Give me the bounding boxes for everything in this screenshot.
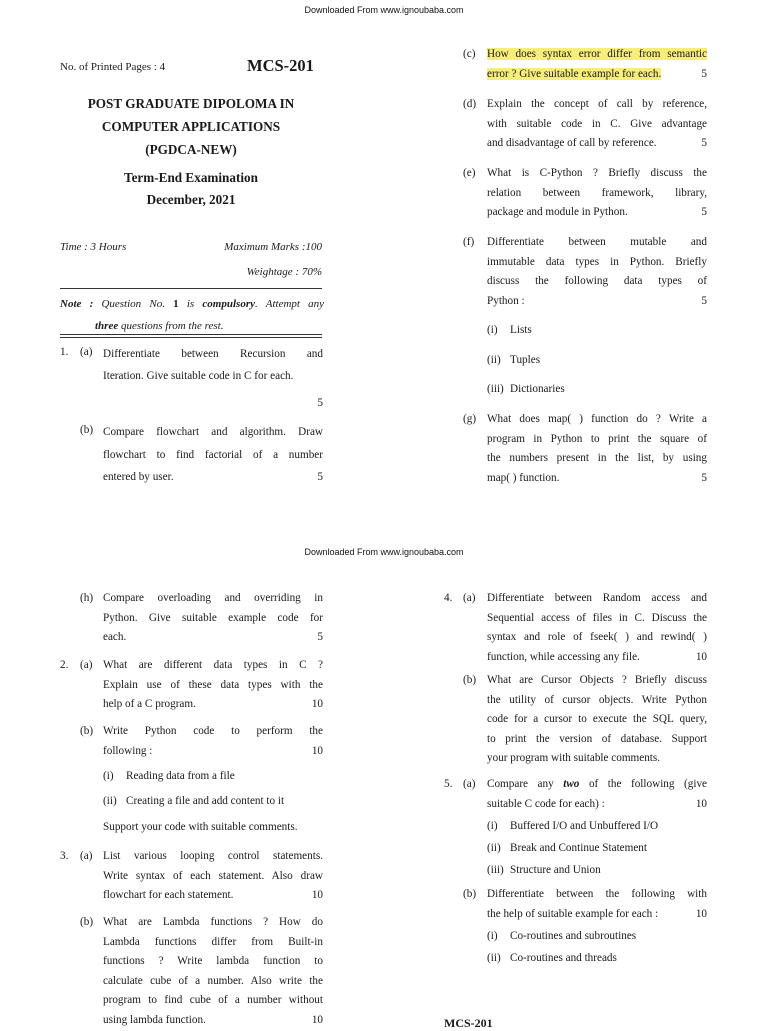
question-3a: List various looping control statements. Write syntax of each statement. Also draw flowchart for each statement. 10: [103, 847, 323, 906]
question-3b: What are Lambda functions ? How do Lambda functions differ from Built-in functions ? Write lambda function to calculate cube of a number. Also write the program to find cube of a number without using lambda function. 10: [103, 913, 323, 1031]
marks: 10: [695, 907, 707, 920]
marks: 5: [701, 137, 707, 150]
sub-item: (ii) Co-routines and threads: [487, 952, 617, 964]
marks: 10: [311, 744, 323, 757]
part-label: (e): [463, 167, 476, 179]
question-2a: What are different data types in C ? Explain use of these data types with the help of a C program. 10: [103, 656, 323, 715]
marks: 10: [311, 889, 323, 902]
marks: 10: [311, 698, 323, 711]
part-label: (b): [463, 888, 477, 900]
part-label: (a): [80, 850, 93, 862]
question-1g: What does map( ) function do ? Write a program in Python to print the square of the numbers present in the list, by using map( ) function. 5: [487, 410, 707, 488]
question-number: 1.: [60, 346, 69, 358]
part-label: (b): [80, 424, 94, 436]
marks: 5: [317, 471, 323, 483]
time-limit: Time : 3 Hours: [60, 241, 127, 253]
divider-double-2: [60, 337, 322, 338]
marks: 5: [317, 631, 323, 644]
part-label: (a): [80, 346, 93, 358]
support-note: Support your code with suitable comments.: [103, 821, 298, 833]
note: Note : Question No. 1 is compulsory. Attempt any three questions from the rest.: [60, 298, 325, 332]
part-label: (b): [80, 725, 94, 737]
marks: 10: [695, 650, 707, 663]
question-2b: Write Python code to perform the following : 10: [103, 722, 323, 761]
marks: 5: [701, 294, 707, 307]
marks: 5: [317, 397, 323, 409]
question-number: 5.: [444, 778, 453, 790]
sub-item: (i) Co-routines and subroutines: [487, 930, 637, 942]
sub-item: (i) Reading data from a file: [103, 770, 235, 782]
marks: 5: [701, 471, 707, 484]
course-code: MCS-201: [247, 56, 314, 75]
question-5b: Differentiate between the following with the help of suitable example for each : 10: [487, 885, 707, 924]
marks: 5: [701, 206, 707, 219]
question-4b: What are Cursor Objects ? Briefly discuss the utility of cursor objects. Write Python code for a cursor to execute the SQL query, to print the version of database. Support your program with suitable comments.: [487, 674, 707, 765]
sub-item: (iii) Dictionaries: [487, 383, 565, 395]
marks: 10: [311, 1013, 323, 1026]
part-label: (c): [463, 48, 476, 60]
sub-item: (i) Buffered I/O and Unbuffered I/O: [487, 820, 659, 832]
question-1b: Compare flowchart and algorithm. Draw flowchart to find factorial of a number entered by user. 5: [103, 421, 323, 489]
weightage: Weightage : 70%: [246, 266, 322, 278]
question-1c: How does syntax error differ from semantic error ? Give suitable example for each. 5: [487, 45, 707, 84]
sub-item: (i) Lists: [487, 324, 532, 336]
part-label: (h): [80, 592, 94, 604]
question-1d: Explain the concept of call by reference, with suitable code in C. Give advantage and disadvantage of call by reference. 5: [487, 95, 707, 154]
sub-item: (ii) Creating a file and add content to it: [103, 795, 285, 807]
sub-item: (ii) Break and Continue Statement: [487, 842, 648, 854]
divider-top: [60, 288, 322, 289]
question-number: 4.: [444, 592, 453, 604]
part-label: (f): [463, 236, 475, 248]
part-label: (a): [80, 659, 93, 671]
divider-double-1: [60, 334, 322, 335]
question-number: 2.: [60, 659, 69, 671]
marks: 10: [695, 797, 707, 810]
part-label: (b): [463, 674, 477, 686]
sub-item: (iii) Structure and Union: [487, 864, 601, 876]
question-1e: What is C-Python ? Briefly discuss the relation between framework, library, package and module in Python. 5: [487, 164, 707, 223]
marks: 5: [701, 67, 707, 80]
maximum-marks: Maximum Marks :100: [224, 241, 322, 253]
question-4a: Differentiate between Random access and Sequential access of files in C. Discuss the syntax and role of fseek( ) and rewind( ) function, while accessing any file. 10: [487, 589, 707, 667]
part-label: (b): [80, 916, 94, 928]
footer-code: MCS-201: [444, 1016, 493, 1030]
question-1a: Differentiate between Recursion and Iteration. Give suitable code in C for each. 5: [103, 343, 323, 414]
part-label: (d): [463, 98, 477, 110]
printed-pages: No. of Printed Pages : 4: [60, 61, 166, 73]
sub-item: (ii) Tuples: [487, 354, 541, 366]
part-label: (a): [463, 592, 476, 604]
part-label: (a): [463, 778, 476, 790]
program-title: POST GRADUATE DIPOLOMA IN COMPUTER APPLICATIONS (PGDCA-NEW): [87, 96, 295, 157]
download-note: Downloaded From www.ignoubaba.com: [304, 547, 464, 557]
exam-title: Term-End Examination December, 2021: [124, 170, 258, 207]
question-1f: Differentiate between mutable and immutable data types in Python. Briefly discuss the following data types of Python : 5: [487, 233, 707, 311]
question-5a: Compare any two of the following (give suitable C code for each) : 10: [487, 775, 707, 814]
question-number: 3.: [60, 850, 69, 862]
download-note: Downloaded From www.ignoubaba.com: [304, 5, 464, 15]
part-label: (g): [463, 413, 477, 425]
question-1h: Compare overloading and overriding in Python. Give suitable example code for each. 5: [103, 589, 323, 648]
